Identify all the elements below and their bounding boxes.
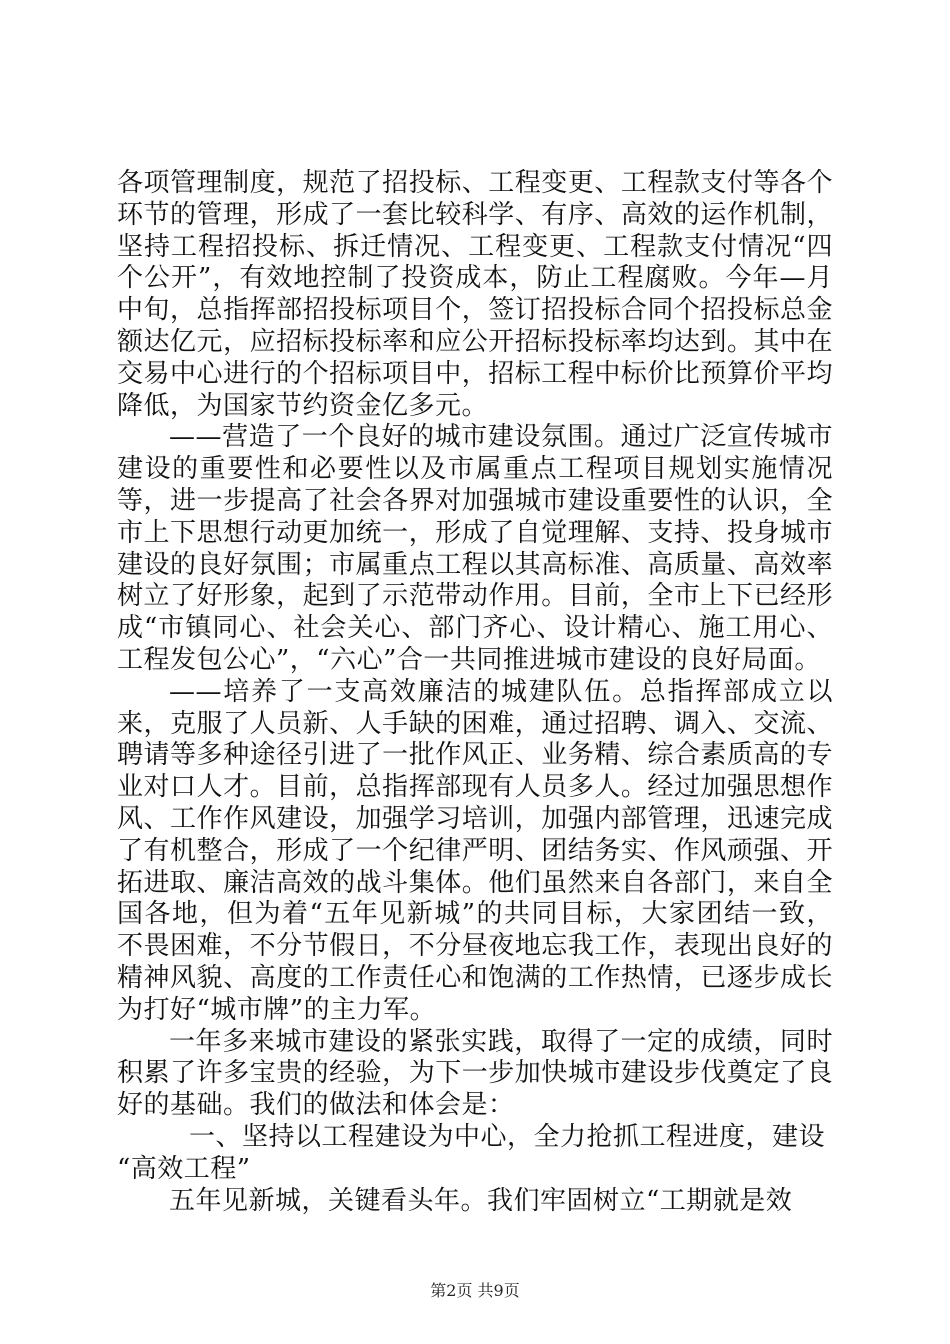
paragraph-construction-atmosphere: ——营造了一个良好的城市建设氛围。通过广泛宣传城市建设的重要性和必要性以及市属重点工程项目规划实施情况等，进一步提高了社会各界对加强城市建设重要性的认识，全市上下思想行动更加统一，形成了自觉理解、支持、投身城市建设的良好氛围；市属重点工程以其高标准、高质量、高效率树立了好形象，起到了示范带动作用。目前，全市上下已经形成“市镇同心、社会关心、部门齐心、设计精心、施工用心、工程发包公心”，“六心”合一共同推进城市建设的良好局面。 [117, 422, 833, 675]
section-heading-line-2: “高效工程” [117, 1153, 251, 1184]
page-number-footer: 第2页 共9页 [430, 1281, 520, 1300]
paragraph-management-system: 各项管理制度，规范了招投标、工程变更、工程款支付等各个环节的管理，形成了一套比较科学、有序、高效的运作机制，坚持工程招投标、拆迁情况、工程变更、工程款支付情况“四个公开”，有效地控制了投资成本，防止工程腐败。今年—月中旬，总指挥部招投标项目个，签订招投标合同个招投标总金额达亿元，应招标投标率和应公开招标投标率均达到。其中在交易中心进行的个招标项目中，招标工程中标价比预算价平均降低，为国家节约资金亿多元。 [117, 168, 833, 421]
paragraph-five-years-new-city: 五年见新城，关键看头年。我们牢固树立“工期就是效 [169, 1185, 793, 1216]
section-heading-line-1: 一、坚持以工程建设为中心，全力抢抓工程进度，建设 [189, 1121, 826, 1152]
paragraph-construction-team: ——培养了一支高效廉洁的城建队伍。总指挥部成立以来，克服了人员新、人手缺的困难，通过招聘、调入、交流、聘请等多种途径引进了一批作风正、业务精、综合素质高的专业对口人才。目前，总指挥部现有人员多人。经过加强思想作风、工作作风建设，加强学习培训，加强内部管理，迅速完成了有机整合，形成了一个纪律严明、团结务实、作风顽强、开拓进取、廉洁高效的战斗集体。他们虽然来自各部门，来自全国各地，但为着“五年见新城”的共同目标，大家团结一致，不畏困难，不分节假日，不分昼夜地忘我工作，表现出良好的精神风貌、高度的工作责任心和饱满的工作热情，已逐步成长为打好“城市牌”的主力军。 [117, 676, 833, 1025]
document-body [117, 168, 833, 1217]
paragraph-experience-summary: 一年多来城市建设的紧张实践，取得了一定的成绩，同时积累了许多宝贵的经验，为下一步加快城市建设步伐奠定了良好的基础。我们的做法和体会是： [117, 1026, 833, 1121]
